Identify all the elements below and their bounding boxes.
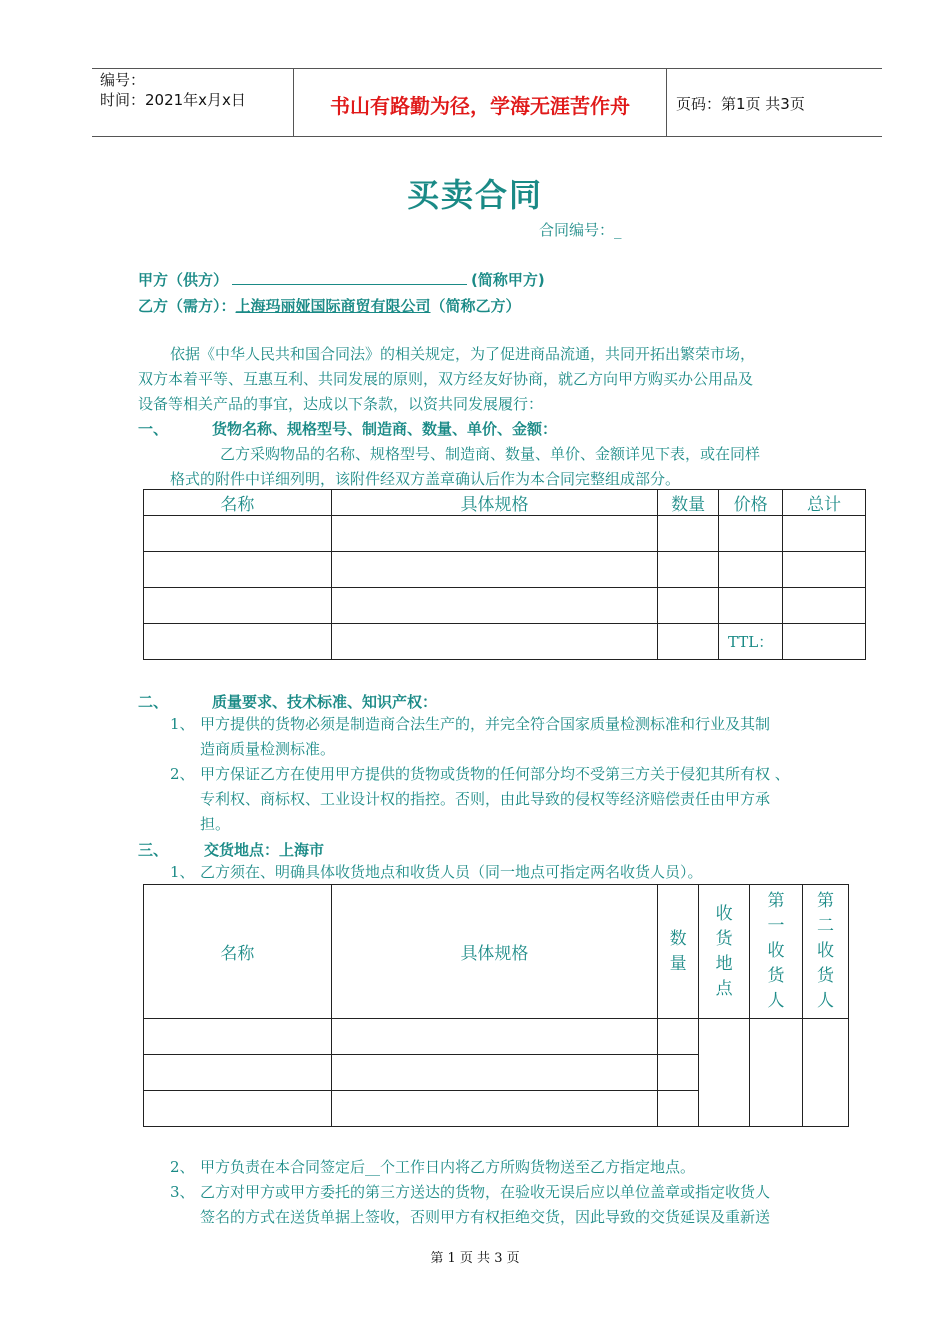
table-cell[interactable]	[144, 516, 332, 552]
first-char: 一	[767, 916, 785, 936]
table-cell[interactable]	[658, 552, 719, 588]
contract-number-label: 合同编号：_	[539, 221, 622, 239]
col-header-name: 名称	[144, 490, 332, 516]
party-b-label: 乙方（需方）：	[138, 297, 236, 315]
col-header-first-receiver	[750, 885, 803, 1019]
section-3-item-2-number: 2、	[170, 1158, 195, 1176]
table-cell[interactable]	[783, 588, 866, 624]
section-2-item-2	[170, 762, 870, 837]
place-char: 货	[715, 928, 733, 949]
section-3-item-3	[170, 1180, 860, 1230]
time-label: 时间：2021年x月x日	[100, 91, 246, 109]
table-cell[interactable]	[658, 1091, 699, 1127]
table-cell[interactable]	[331, 516, 657, 552]
table-row	[144, 1019, 849, 1055]
col-header-second-receiver	[803, 885, 849, 1019]
col-header-spec: 具体规格	[331, 490, 657, 516]
second-char: 收	[817, 941, 834, 961]
second-char: 第	[817, 891, 834, 911]
table-header-row	[144, 885, 849, 1019]
header-page-info: 页码：第1页 共3页	[676, 95, 805, 113]
col-header-total: 总计	[783, 490, 866, 516]
place-char: 点	[715, 978, 733, 999]
second-receiver-cell[interactable]	[803, 1019, 849, 1127]
table-cell[interactable]	[144, 1019, 332, 1055]
section-2-item-2-line-2: 专利权、商标权、工业设计权的指控。否则，由此导致的侵权等经济赔偿责任由甲方承	[200, 790, 771, 808]
header-meta	[100, 70, 246, 110]
table-row	[144, 588, 866, 624]
party-a-suffix: (简称甲方)	[471, 271, 545, 289]
section-2-item-2-line-3: 担。	[200, 815, 231, 833]
section-2-item-1	[170, 712, 860, 762]
table-cell[interactable]	[658, 516, 719, 552]
section-3-item-3-line-1: 乙方对甲方或甲方委托的第三方送达的货物，在验收无误后应以单位盖章或指定收货人	[200, 1183, 771, 1201]
goods-table	[143, 489, 866, 660]
intro-line-1: 依据《中华人民共和国合同法》的相关规定，为了促进商品流通，共同开拓出繁荣市场，	[170, 345, 756, 363]
header-divider-right	[666, 69, 667, 136]
section-3-item-1-line-1: 乙方须在、明确具体收货地点和收货人员（同一地点可指定两名收货人员）。	[200, 863, 703, 881]
section-1-body	[170, 442, 860, 492]
delivery-table	[143, 884, 849, 1127]
section-2-number: 二、	[138, 693, 169, 711]
qty-char: 数	[669, 928, 687, 949]
serial-label: 编号：	[100, 71, 146, 89]
section-3-item-2-line-1: 甲方负责在本合同签定后__个工作日内将乙方所购货物送至乙方指定地点。	[200, 1158, 696, 1176]
second-char: 人	[817, 991, 834, 1011]
col-header-spec: 具体规格	[331, 885, 657, 1019]
table-row	[144, 552, 866, 588]
ttl-label: TTL：	[719, 624, 783, 660]
table-cell[interactable]	[144, 624, 332, 660]
first-char: 人	[767, 991, 785, 1011]
col-header-price: 价格	[719, 490, 783, 516]
party-a-label: 甲方（供方）	[138, 271, 229, 289]
header-motto: 书山有路勤为径，学海无涯苦作舟	[330, 94, 630, 118]
table-cell[interactable]	[783, 552, 866, 588]
table-row	[144, 516, 866, 552]
section-1-title: 货物名称、规格型号、制造商、数量、单价、金额：	[212, 420, 558, 438]
table-cell[interactable]	[719, 516, 783, 552]
table-cell[interactable]	[331, 1091, 657, 1127]
party-b-suffix: （简称乙方）	[430, 297, 521, 315]
table-cell[interactable]	[331, 588, 657, 624]
second-char: 二	[817, 916, 834, 936]
section-1-number: 一、	[138, 420, 169, 438]
section-2-title: 质量要求、技术标准、知识产权：	[212, 693, 438, 711]
section-2-item-2-line-1: 甲方保证乙方在使用甲方提供的货物或货物的任何部分均不受第三方关于侵犯其所有权 、	[200, 765, 790, 783]
page-footer: 第 1 页 共 3 页	[430, 1251, 520, 1266]
table-cell[interactable]	[144, 1055, 332, 1091]
section-3-title: 交货地点：上海市	[204, 841, 325, 859]
party-a-blank[interactable]	[232, 270, 467, 285]
section-3-number: 三、	[138, 841, 169, 859]
table-cell[interactable]	[144, 1091, 332, 1127]
place-char: 地	[715, 953, 733, 974]
table-cell[interactable]	[331, 624, 657, 660]
col-header-delivery-place	[699, 885, 750, 1019]
section-2-item-1-number: 1、	[170, 715, 195, 733]
table-cell[interactable]	[331, 1019, 657, 1055]
table-cell[interactable]	[658, 1019, 699, 1055]
table-cell[interactable]	[719, 588, 783, 624]
section-1-line-2: 格式的附件中详细列明，该附件经双方盖章确认后作为本合同完整组成部分。	[170, 470, 681, 488]
table-cell[interactable]	[658, 1055, 699, 1091]
document-title: 买卖合同	[406, 176, 543, 214]
section-2-item-1-line-2: 造商质量检测标准。	[200, 740, 336, 758]
place-char: 收	[715, 903, 733, 924]
table-cell[interactable]	[658, 588, 719, 624]
party-b-line	[138, 295, 521, 316]
section-3-item-1-number: 1、	[170, 863, 195, 881]
qty-char: 量	[669, 953, 687, 974]
first-char: 货	[767, 966, 785, 986]
party-b-name: 上海玛丽娅国际商贸有限公司	[235, 297, 431, 315]
table-cell[interactable]	[144, 552, 332, 588]
table-cell[interactable]	[658, 624, 719, 660]
table-cell[interactable]	[331, 552, 657, 588]
col-header-qty: 数量	[658, 490, 719, 516]
table-cell[interactable]	[144, 588, 332, 624]
section-1-line-1: 乙方采购物品的名称、规格型号、制造商、数量、单价、金额详见下表，或在同样	[220, 445, 761, 463]
table-cell[interactable]	[719, 552, 783, 588]
section-3-item-3-number: 3、	[170, 1183, 195, 1201]
col-header-qty	[658, 885, 699, 1019]
second-char: 货	[817, 966, 834, 986]
section-3-item-2	[170, 1155, 860, 1180]
header-top-rule	[92, 68, 882, 69]
table-cell[interactable]	[783, 624, 866, 660]
intro-line-3: 设备等相关产品的事宜，达成以下条款，以资共同发展履行：	[138, 395, 544, 413]
table-cell[interactable]	[783, 516, 866, 552]
first-char: 收	[767, 941, 785, 961]
header-bottom-rule	[92, 136, 882, 137]
section-3-item-1	[170, 860, 860, 885]
first-receiver-cell[interactable]	[750, 1019, 803, 1127]
section-2-item-1-line-1: 甲方提供的货物必须是制造商合法生产的，并完全符合国家质量检测标准和行业及其制	[200, 715, 771, 733]
table-total-row	[144, 624, 866, 660]
table-header-row	[144, 490, 866, 516]
intro-paragraph	[138, 342, 858, 417]
section-3-item-3-line-2: 签名的方式在送货单据上签收，否则甲方有权拒绝交货，因此导致的交货延误及重新送	[200, 1208, 771, 1226]
delivery-place-cell[interactable]	[699, 1019, 750, 1127]
party-a-line	[138, 269, 545, 290]
col-header-name: 名称	[144, 885, 332, 1019]
first-char: 第	[767, 891, 785, 911]
table-cell[interactable]	[331, 1055, 657, 1091]
intro-line-2: 双方本着平等、互惠互利、共同发展的原则，双方经友好协商，就乙方向甲方购买办公用品及	[138, 370, 754, 388]
section-2-item-2-number: 2、	[170, 765, 195, 783]
